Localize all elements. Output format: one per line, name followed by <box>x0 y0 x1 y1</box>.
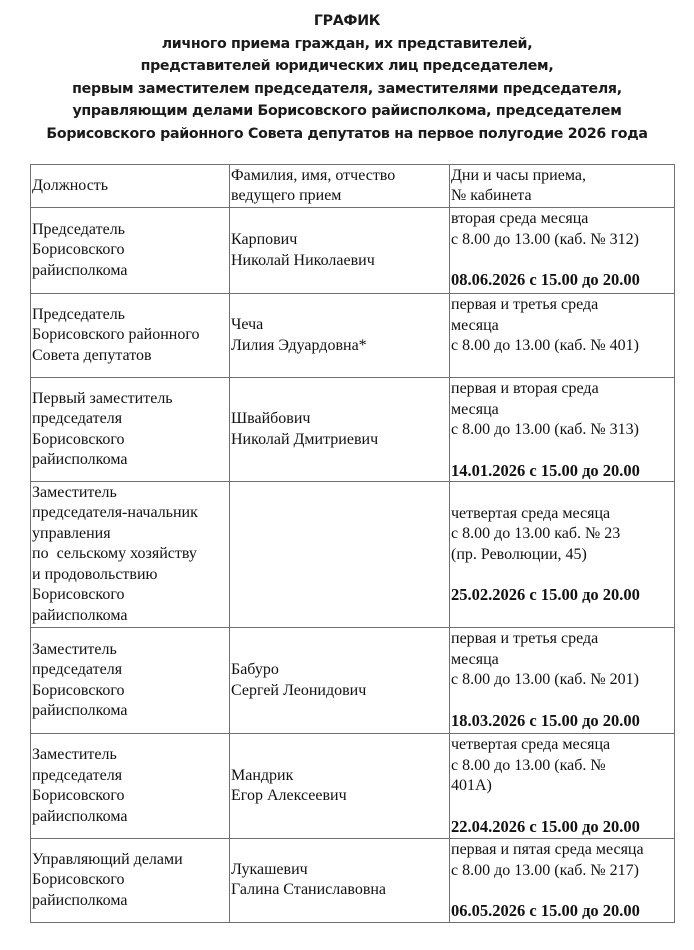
position-line: председателя <box>32 766 123 784</box>
additional-reception-date: 25.02.2026 с 15.00 до 20.00 <box>451 585 640 604</box>
schedule-line: месяца <box>451 400 499 418</box>
position-cell <box>31 839 230 923</box>
name-line: Бабуро <box>231 661 279 678</box>
name-cell <box>230 839 450 923</box>
schedule-line: четвертая среда месяца <box>451 736 611 753</box>
header-schedule-line: № кабинета <box>451 187 532 204</box>
position-line: председателя <box>32 661 123 678</box>
position-line: Борисовского <box>32 586 125 604</box>
position-line: райисполкома <box>32 451 128 468</box>
position-cell <box>31 628 230 734</box>
header-name <box>230 165 450 208</box>
schedule-line: месяца <box>451 316 499 334</box>
title-line: ГРАФИК <box>313 13 381 29</box>
table-row <box>31 734 675 839</box>
schedule-line: четвертая среда месяца <box>451 504 611 522</box>
table-header-row <box>31 165 675 208</box>
additional-reception-date: 14.01.2026 с 15.00 до 20.00 <box>451 460 640 480</box>
position-line: председателя <box>32 410 123 427</box>
table-row <box>31 482 675 628</box>
schedule-cell <box>450 482 675 628</box>
position-line: Управляющий делами <box>32 850 183 868</box>
name-cell <box>230 378 450 482</box>
spacer <box>451 691 672 711</box>
title-line: личного приема граждан, их представителей, <box>161 35 533 52</box>
name-line: Карпович <box>231 231 298 248</box>
position-line: Борисовского <box>32 871 125 888</box>
position-line: Заместитель <box>32 746 117 763</box>
schedule-line: с 8.00 до 13.00 каб. № 23 <box>451 525 621 542</box>
name-line: Егор Алексеевич <box>231 787 347 804</box>
name-line: Сергей Леонидович <box>231 681 367 699</box>
position-line: Борисовского районного <box>32 326 200 344</box>
position-cell <box>31 482 230 628</box>
position-line: по сельскому хозяйству <box>32 545 197 563</box>
schedule-line: 401А) <box>451 777 492 794</box>
additional-reception-date: 18.03.2026 с 15.00 до 20.00 <box>451 710 640 730</box>
schedule-line: с 8.00 до 13.00 (каб. № 201) <box>451 671 639 688</box>
name-cell <box>230 628 450 734</box>
name-line: Лукашевич <box>231 860 308 878</box>
schedule-line: с 8.00 до 13.00 (каб. № 217) <box>451 861 639 879</box>
position-line: Борисовского <box>32 430 125 448</box>
header-position <box>31 165 230 208</box>
title-line: первым заместителем председателя, заместителями председателя, <box>72 80 622 97</box>
schedule-line: с 8.00 до 13.00 (каб. № 401) <box>451 337 639 354</box>
position-line: Председатель <box>32 305 125 323</box>
header-name-line: ведущего прием <box>231 187 342 204</box>
position-line: райисполкома <box>32 702 128 719</box>
table-row <box>31 378 675 482</box>
schedule-line: вторая среда месяца <box>451 210 589 227</box>
name-line: Швайбович <box>231 410 311 427</box>
position-line: Заместитель <box>32 640 117 658</box>
table-row <box>31 294 675 378</box>
position-line: Председатель <box>32 220 125 238</box>
schedule-line: первая и пятая среда месяца <box>451 841 644 858</box>
schedule-cell <box>450 208 675 294</box>
schedule-line: с 8.00 до 13.00 (каб. № 312) <box>451 230 639 248</box>
header-name-line: Фамилия, имя, отчество <box>231 166 396 184</box>
spacer <box>451 441 672 461</box>
name-line: Мандрик <box>231 766 294 784</box>
position-line: Борисовского <box>32 681 125 699</box>
position-line: райисполкома <box>32 261 128 279</box>
position-line: Борисовского <box>32 241 125 259</box>
schedule-line: первая и третья среда <box>451 296 599 313</box>
name-line: Чеча <box>231 316 264 333</box>
table-row <box>31 839 675 923</box>
name-line: Лилия Эдуардовна* <box>231 336 367 354</box>
position-line: председателя-начальник <box>32 504 198 522</box>
header-schedule <box>450 165 675 208</box>
schedule-cell <box>450 628 675 734</box>
name-cell <box>230 294 450 378</box>
schedule-line: с 8.00 до 13.00 (каб. № <box>451 756 606 774</box>
position-cell <box>31 378 230 482</box>
position-line: райисполкома <box>32 891 128 909</box>
position-line: Заместитель <box>32 483 117 501</box>
position-cell <box>31 294 230 378</box>
schedule-line: первая и вторая среда <box>451 380 599 397</box>
schedule-line: месяца <box>451 650 499 668</box>
spacer <box>451 881 672 901</box>
schedule-line: первая и третья среда <box>451 630 599 647</box>
schedule-line: с 8.00 до 13.00 (каб. № 313) <box>451 421 639 438</box>
reception-schedule-table <box>30 164 675 923</box>
spacer <box>451 565 672 585</box>
schedule-cell <box>450 839 675 923</box>
position-line: управления <box>32 524 111 542</box>
title-line: Борисовского районного Совета депутатов на первое полугодие 2026 года <box>46 125 648 142</box>
name-cell <box>230 208 450 294</box>
header-position-text: Должность <box>32 176 109 194</box>
position-line: Борисовского <box>32 787 125 804</box>
title-line: управляющим делами Борисовского райисполкома, председателем <box>72 103 622 120</box>
schedule-cell <box>450 294 675 378</box>
schedule-line: (пр. Революции, 45) <box>451 545 587 563</box>
header-schedule-line: Дни и часы приема, <box>451 166 586 184</box>
name-line: Галина Станиславовна <box>231 881 387 899</box>
additional-reception-date: 08.06.2026 с 15.00 до 20.00 <box>451 270 640 289</box>
schedule-cell <box>450 378 675 482</box>
position-cell <box>31 734 230 839</box>
position-cell <box>31 208 230 294</box>
position-line: Совета депутатов <box>32 346 152 364</box>
name-line: Николай Николаевич <box>231 251 375 269</box>
additional-reception-date: 06.05.2026 с 15.00 до 20.00 <box>451 901 640 920</box>
additional-reception-date: 22.04.2026 с 15.00 до 20.00 <box>451 816 640 836</box>
name-cell <box>230 734 450 839</box>
spacer <box>451 250 672 270</box>
spacer <box>451 797 672 817</box>
document-title <box>0 10 694 146</box>
position-line: и продовольствию <box>32 565 158 583</box>
position-line: Первый заместитель <box>32 389 173 407</box>
title-line: представителей юридических лиц председателем, <box>140 58 554 75</box>
name-line: Николай Дмитриевич <box>231 430 379 448</box>
position-line: райисполкома <box>32 807 128 825</box>
position-line: райисполкома <box>32 606 128 624</box>
name-cell <box>230 482 450 628</box>
table-row <box>31 208 675 294</box>
table-row <box>31 628 675 734</box>
schedule-cell <box>450 734 675 839</box>
